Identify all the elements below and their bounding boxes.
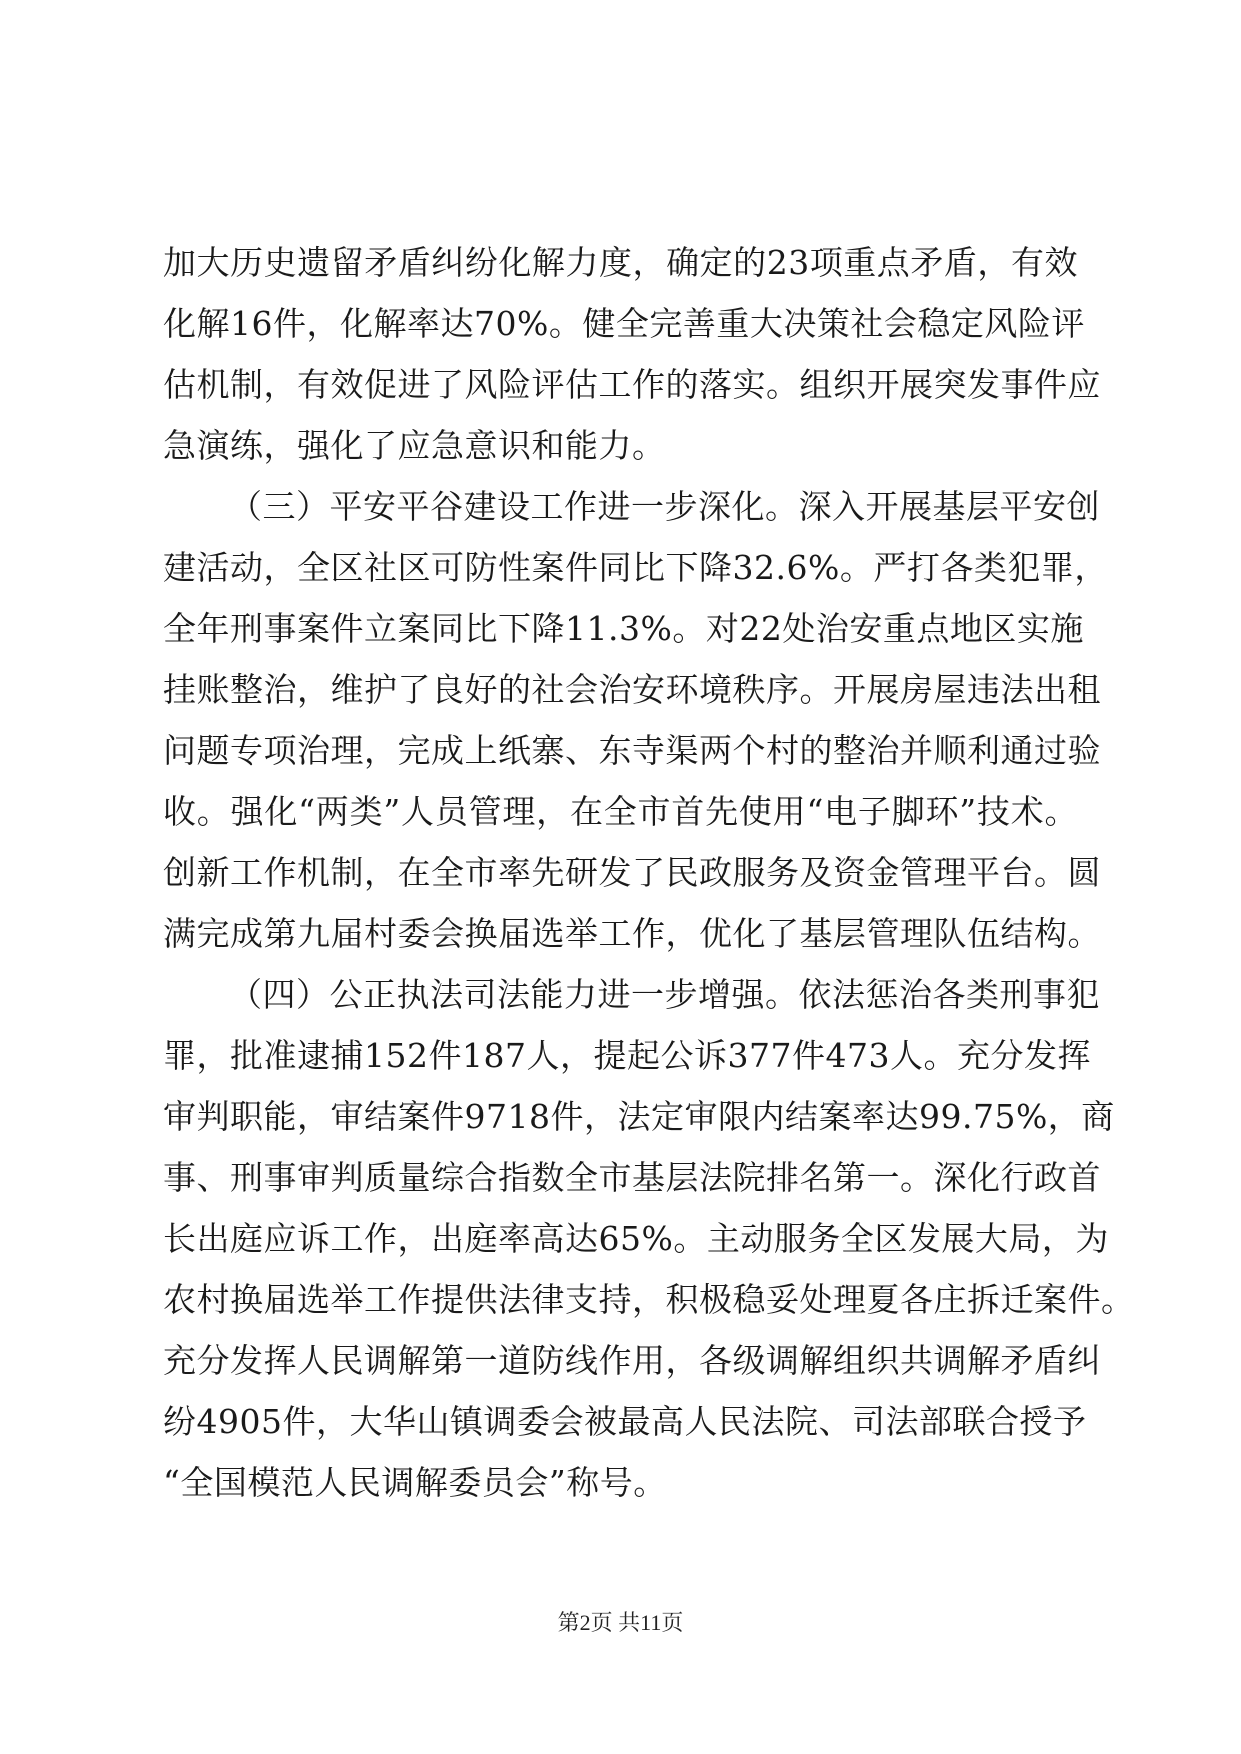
text-line: 长出庭应诉工作，出庭率高达65%。主动服务全区发展大局，为: [163, 1219, 1109, 1258]
text-line: 全年刑事案件立案同比下降11.3%。对22处治安重点地区实施: [163, 609, 1084, 648]
text-line: 建活动，全区社区可防性案件同比下降32.6%。严打各类犯罪，: [163, 548, 1108, 587]
text-line: （三）平安平谷建设工作进一步深化。深入开展基层平安创: [229, 487, 1100, 526]
text-line: 估机制，有效促进了风险评估工作的落实。组织开展突发事件应: [163, 365, 1101, 404]
text-line: （四）公正执法司法能力进一步增强。依法惩治各类刑事犯: [229, 975, 1100, 1014]
text-line: 创新工作机制，在全市率先研发了民政服务及资金管理平台。圆: [163, 853, 1101, 892]
text-line: “全国模范人民调解委员会”称号。: [163, 1463, 667, 1502]
text-line: 事、刑事审判质量综合指数全市基层法院排名第一。深化行政首: [163, 1158, 1101, 1197]
text-line: 满完成第九届村委会换届选举工作，优化了基层管理队伍结构。: [163, 914, 1101, 953]
text-line: 化解16件，化解率达70%。健全完善重大决策社会稳定风险评: [163, 304, 1085, 343]
text-line: 急演练，强化了应急意识和能力。: [163, 426, 666, 465]
text-line: 问题专项治理，完成上纸寨、东寺渠两个村的整治并顺利通过验: [163, 731, 1101, 770]
text-line: 加大历史遗留矛盾纠纷化解力度，确定的23项重点矛盾，有效: [163, 243, 1078, 282]
text-line: 挂账整治，维护了良好的社会治安环境秩序。开展房屋违法出租: [163, 670, 1101, 709]
text-line: 审判职能，审结案件9718件，法定审限内结案率达99.75%，商: [163, 1097, 1115, 1136]
text-line: 罪，批准逮捕152件187人，提起公诉377件473人。充分发挥: [163, 1036, 1091, 1075]
body-text: [163, 232, 1135, 1513]
text-line: 农村换届选举工作提供法律支持，积极稳妥处理夏各庄拆迁案件。: [163, 1280, 1135, 1319]
text-line: 充分发挥人民调解第一道防线作用，各级调解组织共调解矛盾纠: [163, 1341, 1101, 1380]
text-line: 收。强化“两类”人员管理，在全市首先使用“电子脚环”技术。: [163, 792, 1078, 831]
text-line: 纷4905件，大华山镇调委会被最高人民法院、司法部联合授予: [163, 1402, 1087, 1441]
page-footer: 第2页 共11页: [557, 1610, 684, 1635]
